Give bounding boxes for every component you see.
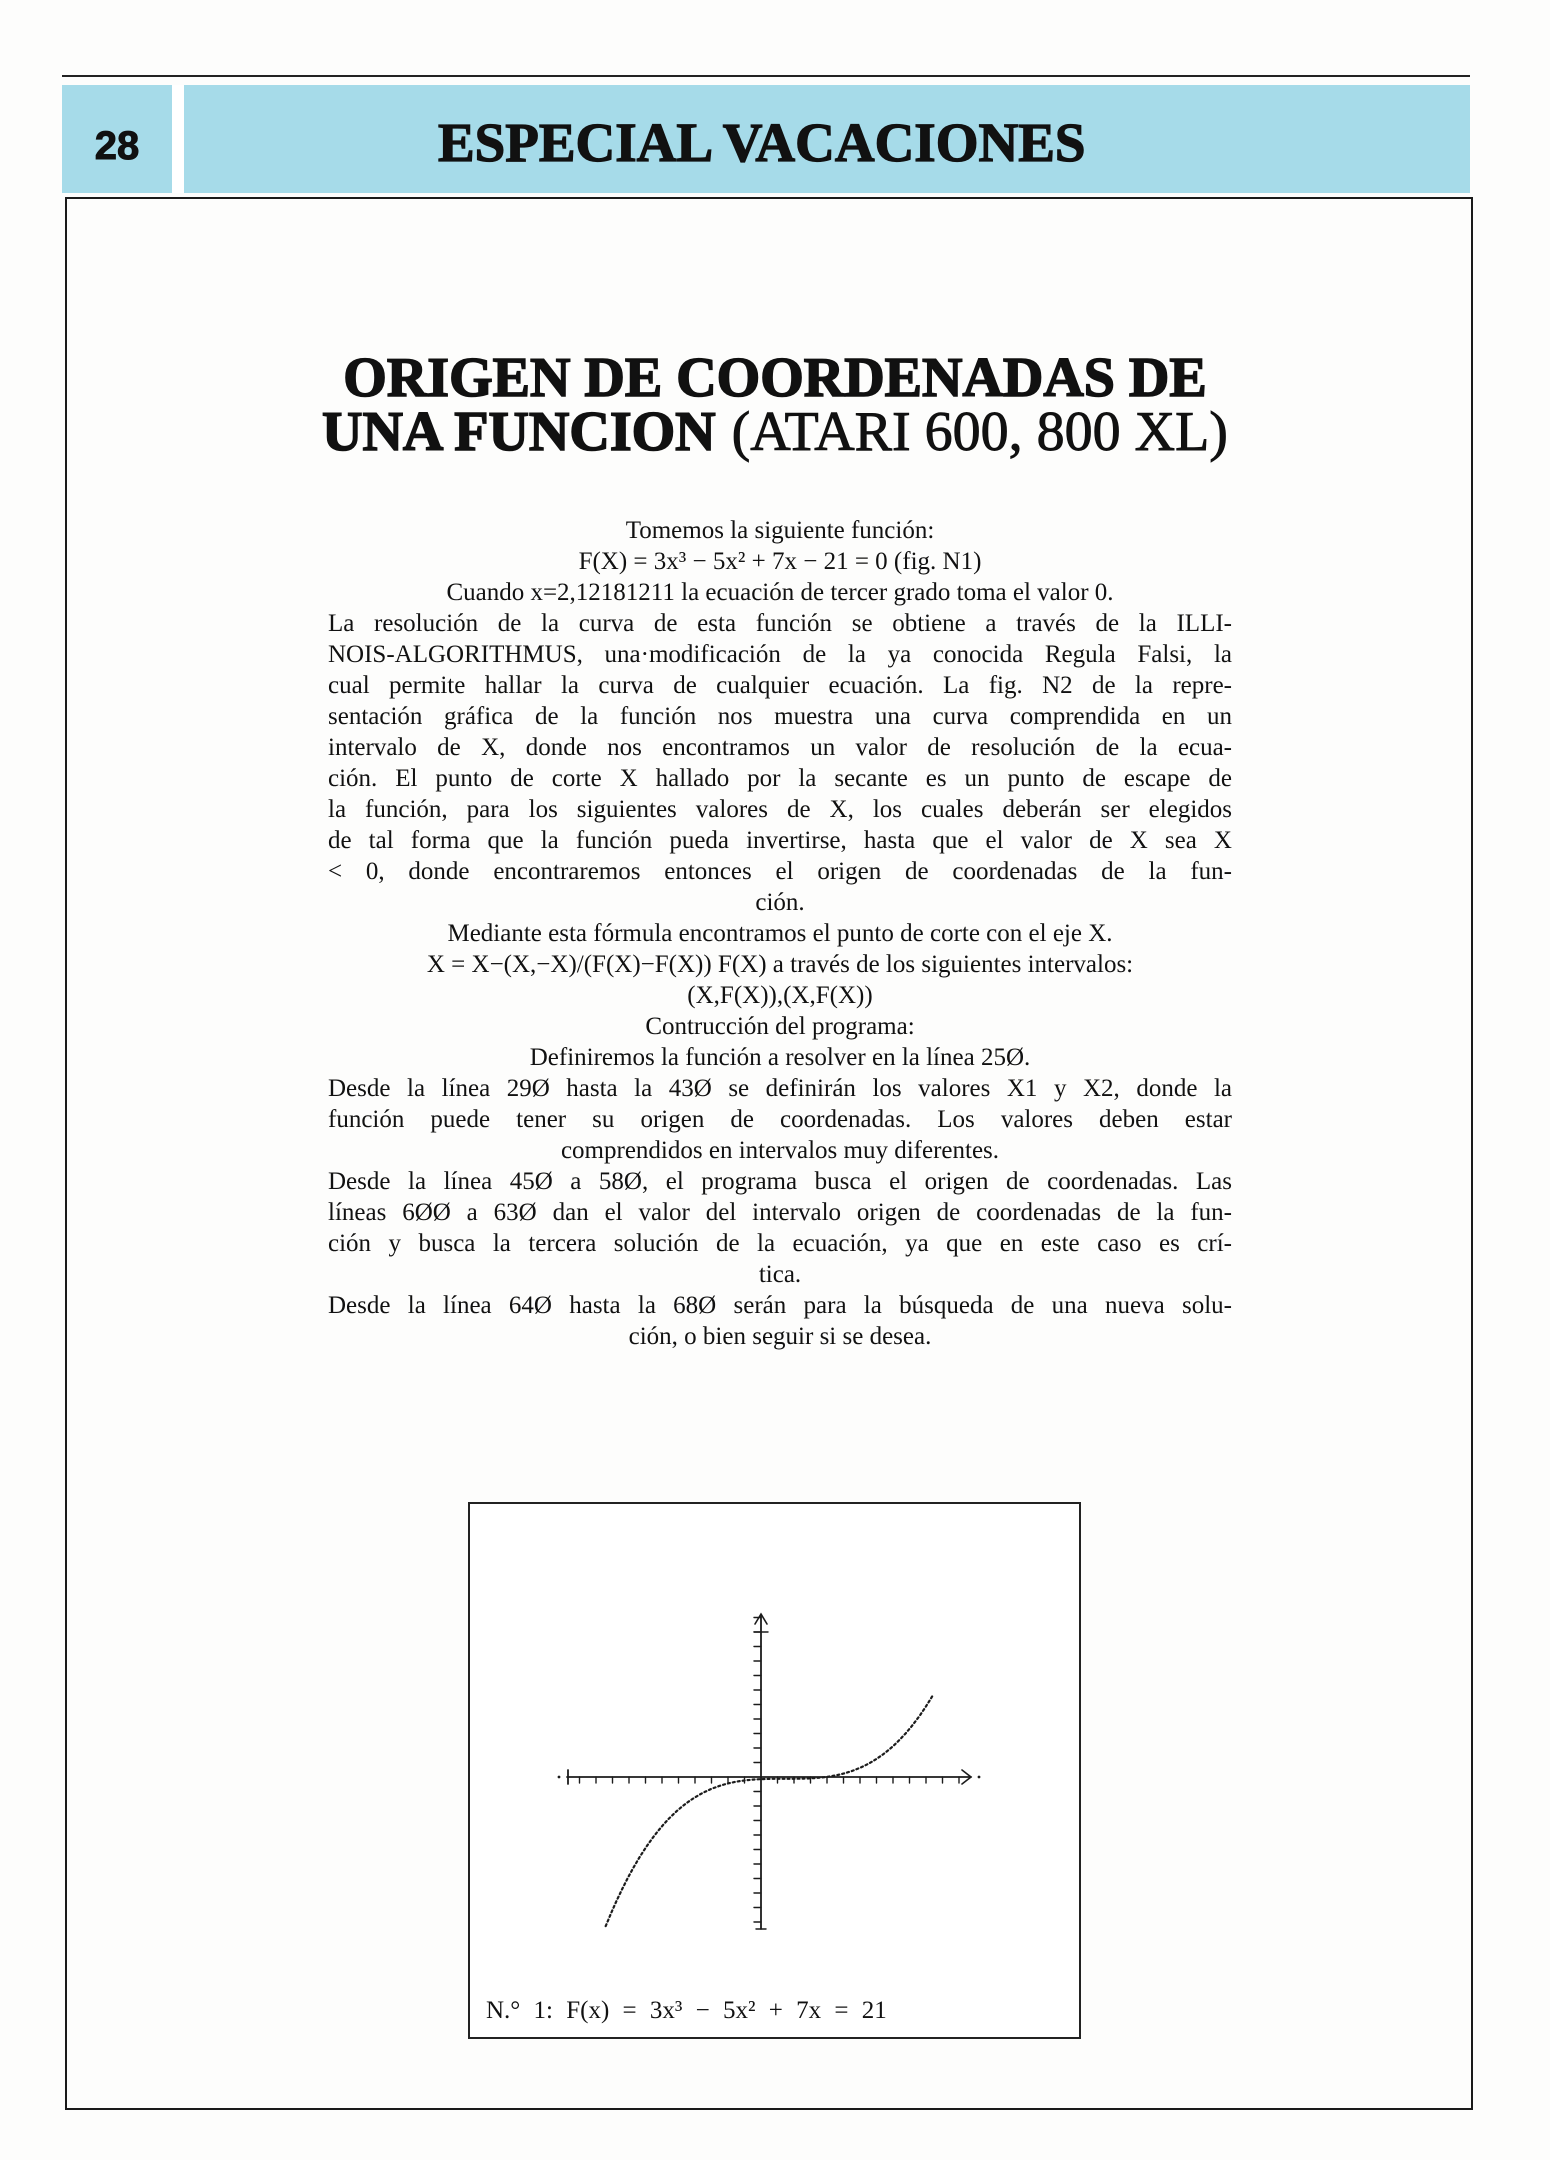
x-axis-right-dot [978, 1776, 981, 1779]
body-line: ción y busca la tercera solución de la ecuación, ya que en este caso es crí- [328, 1230, 1232, 1257]
section-title: ESPECIAL VACACIONES [438, 112, 1086, 173]
function-graph [468, 1502, 1081, 2039]
body-line: sentación gráfica de la función nos muestra una curva comprendida en un [328, 703, 1232, 730]
header-separator [172, 85, 184, 193]
body-line: de tal forma que la función pueda invertirse, hasta que el valor de X sea X [328, 827, 1232, 854]
article-body [328, 515, 1232, 1352]
body-line: (X,F(X)),(X,F(X)) [687, 982, 873, 1009]
page-number-box [62, 85, 172, 193]
header-band [62, 85, 1470, 193]
body-line: Mediante esta fórmula encontramos el punto de corte con el eje X. [447, 920, 1113, 947]
article-title-line-2 [0, 401, 1550, 463]
article-title-line-1: ORIGEN DE COORDENADAS DE [343, 347, 1207, 409]
body-line: Desde la línea 45Ø a 58Ø, el programa busca el origen de coordenadas. Las [328, 1168, 1232, 1195]
body-line: ción. [755, 889, 805, 916]
body-line: X = X−(X,−X)/(F(X)−F(X)) F(X) a través de los siguientes intervalos: [426, 951, 1134, 978]
body-line: ción, o bien seguir si se desea. [628, 1323, 932, 1350]
body-line: Cuando x=2,12181211 la ecuación de tercer grado toma el valor 0. [446, 579, 1114, 606]
body-line: Desde la línea 64Ø hasta la 68Ø serán para la búsqueda de una nueva solu- [328, 1292, 1232, 1319]
body-line: F(X) = 3x³ − 5x² + 7x − 21 = 0 (fig. N1) [578, 548, 982, 575]
article-title-highlight: UNA FUNCION [322, 401, 716, 463]
body-line: intervalo de X, donde nos encontramos un valor de resolución de la ecua- [328, 734, 1232, 761]
article-title-machine: (ATARI 600, 800 XL) [731, 401, 1228, 463]
body-line: tica. [758, 1261, 802, 1288]
body-line: Definiremos la función a resolver en la línea 25Ø. [529, 1044, 1031, 1071]
article-title [0, 347, 1550, 463]
function-curve [606, 1694, 934, 1926]
body-line: Tomemos la siguiente función: [625, 517, 935, 544]
body-line: NOIS-ALGORITHMUS, una·modificación de la ya conocida Regula Falsi, la [328, 641, 1232, 668]
section-band [184, 85, 1470, 193]
body-line: Desde la línea 29Ø hasta la 43Ø se definirán los valores X1 y X2, donde la [328, 1075, 1232, 1102]
body-line: ción. El punto de corte X hallado por la secante es un punto de escape de [328, 765, 1232, 792]
body-line: líneas 6ØØ a 63Ø dan el valor del intervalo origen de coordenadas de la fun- [328, 1199, 1232, 1226]
body-line: cual permite hallar la curva de cualquier ecuación. La fig. N2 de la repre- [328, 672, 1232, 699]
figure-caption: N.° 1: F(x) = 3x³ − 5x² + 7x = 21 [486, 1997, 887, 2024]
top-rule [62, 75, 1470, 77]
page-number: 28 [94, 124, 140, 168]
body-line: la función, para los siguientes valores de X, los cuales deberán ser elegidos [328, 796, 1232, 823]
body-line: La resolución de la curva de esta función se obtiene a través de la ILLI- [328, 610, 1232, 637]
x-axis-left-dot [558, 1776, 561, 1779]
y-axis-ticks [754, 1618, 761, 1923]
body-line: función puede tener su origen de coordenadas. Los valores deben estar [328, 1106, 1232, 1133]
figure-frame [468, 1502, 1081, 2039]
body-line: < 0, donde encontraremos entonces el origen de coordenadas de la fun- [328, 858, 1232, 885]
body-line: comprendidos en intervalos muy diferentes. [560, 1137, 1000, 1164]
body-line: Contrucción del programa: [645, 1013, 915, 1040]
